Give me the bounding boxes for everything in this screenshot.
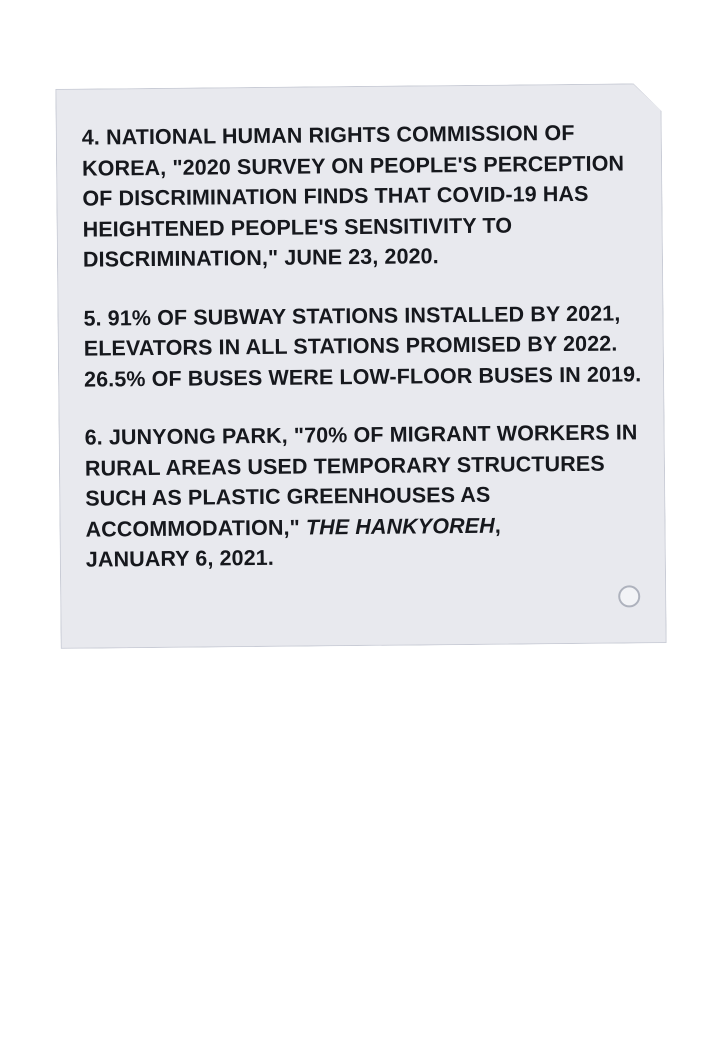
footnotes-note-card [55,83,666,649]
note-content [82,117,653,628]
footnote-6-lead: 6. JUNYONG PARK, "70% OF MIGRANT WORKERS IN RURAL AREAS USED TEMPORARY STRUCTURES SUCH AS PLASTIC GREENHOUSES AS ACCOMMODATION," [84,420,644,542]
footnote-6-tail: , JANUARY 6, 2021. [85,513,501,572]
footnote-5: 5. 91% OF SUBWAY STATIONS INSTALLED BY 2021, ELEVATORS IN ALL STATIONS PROMISED BY 2022. 26.5% OF BUSES WERE LOW-FLOOR BUSES IN 2019. [83,300,642,392]
circle-mark-icon [618,585,640,607]
footnote-4: 4. NATIONAL HUMAN RIGHTS COMMISSION OF KOREA, "2020 SURVEY ON PEOPLE'S PERCEPTION OF DISCRIMINATION FINDS THAT COVID-19 HAS HEIGHTENED PEOPLE'S SENSITIVITY TO DISCRIMINATION," JUNE 23, 2020. [81,120,631,272]
footnote-6-publication: THE HANKYOREH [305,513,495,540]
footnote-6 [85,417,652,575]
